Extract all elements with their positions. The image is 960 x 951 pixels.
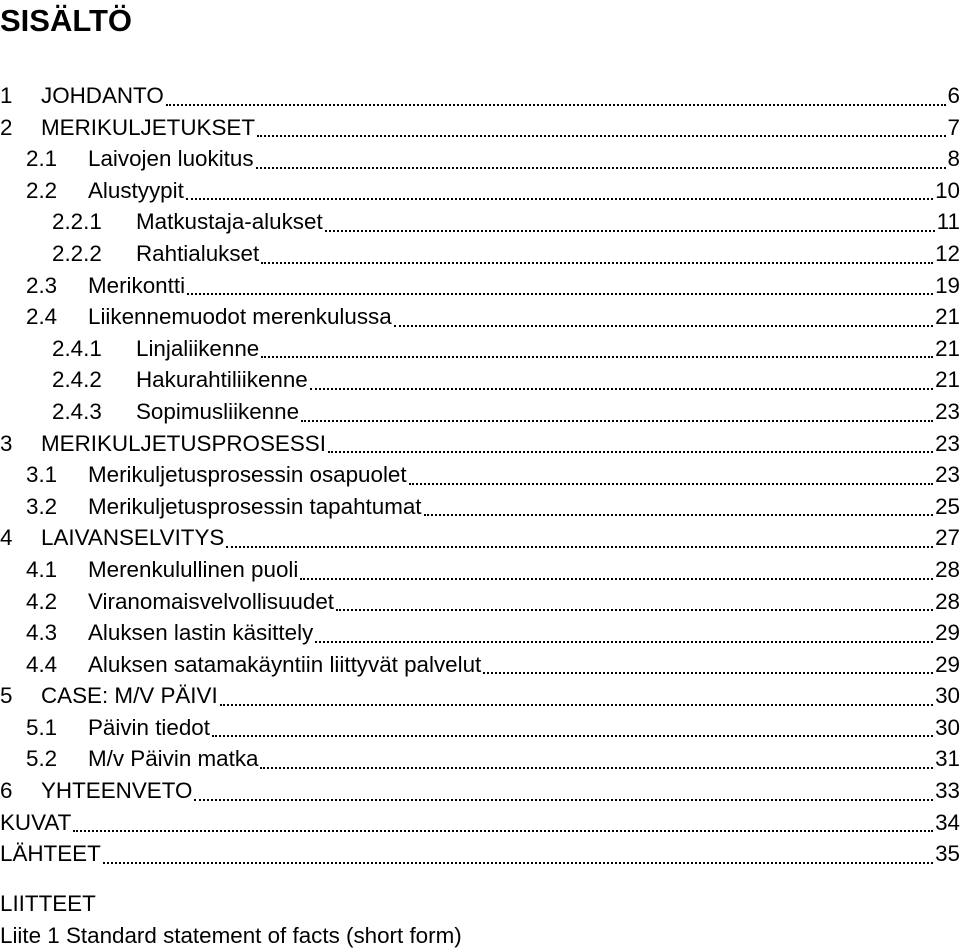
- toc-entry-number: 5: [0, 683, 13, 709]
- toc-entry-number: 5.1: [26, 714, 58, 740]
- toc-entry-title: Merikontti: [88, 272, 186, 298]
- toc-entry-number: 2.2: [26, 177, 58, 203]
- toc-entry-number: 3: [0, 430, 13, 456]
- toc-entry-number: 4.3: [26, 620, 58, 646]
- toc-dot-leader: [73, 807, 933, 839]
- toc-entry-page-number: 10: [935, 177, 960, 203]
- toc-dot-leader: [409, 459, 933, 491]
- toc-entry-page-number: 23: [935, 398, 960, 424]
- toc-entry-page-number: 12: [935, 240, 960, 266]
- toc-entry-page-number: 21: [935, 367, 960, 393]
- toc-entry-title: M/v Päivin matka: [88, 746, 259, 772]
- toc-entry[interactable]: [0, 143, 960, 175]
- toc-dot-leader: [186, 175, 933, 207]
- toc-entry[interactable]: [0, 743, 960, 775]
- toc-entry-number: 2.3: [26, 272, 58, 298]
- toc-entry-title: Aluksen satamakäyntiin liittyvät palvelut: [88, 651, 482, 677]
- toc-entry[interactable]: [0, 301, 960, 333]
- toc-entry-title: Matkustaja-alukset: [136, 209, 323, 235]
- toc-dot-leader: [261, 238, 933, 270]
- toc-entry[interactable]: [0, 554, 960, 586]
- toc-dot-leader: [310, 364, 933, 396]
- toc-entry[interactable]: [0, 270, 960, 302]
- toc-entry-title: MERIKULJETUKSET: [41, 114, 255, 140]
- toc-dot-leader: [226, 522, 933, 554]
- toc-entry-title: LAIVANSELVITYS: [41, 525, 225, 551]
- toc-entry-page-number: 30: [935, 683, 960, 709]
- toc-entry-number: 6: [0, 778, 13, 804]
- toc-entry[interactable]: [0, 175, 960, 207]
- toc-entry-title: Laivojen luokitus: [88, 146, 254, 172]
- toc-entry-title: Merikuljetusprosessin tapahtumat: [88, 493, 422, 519]
- toc-entry-title: KUVAT: [0, 809, 72, 835]
- toc-dot-leader: [260, 743, 933, 775]
- toc-entry-title: Viranomaisvelvollisuudet: [88, 588, 335, 614]
- toc-entry-page-number: 28: [935, 556, 960, 582]
- toc-entry[interactable]: [0, 522, 960, 554]
- toc-entry-title: JOHDANTO: [41, 83, 164, 108]
- toc-entry-page-number: 31: [935, 746, 960, 772]
- toc-entry-page-number: 11: [936, 209, 960, 235]
- toc-dot-leader: [336, 586, 933, 618]
- toc-dot-leader: [300, 554, 933, 586]
- toc-entry-number: 3.2: [26, 493, 58, 519]
- toc-entry-title: Rahtialukset: [136, 240, 260, 266]
- toc-entry-title: Alustyypit: [88, 177, 184, 203]
- toc-entry-page-number: 23: [935, 462, 960, 488]
- toc-entry-number: 5.2: [26, 746, 58, 772]
- toc-entry[interactable]: [0, 680, 960, 712]
- toc-entry-number: 2.4.3: [52, 398, 102, 424]
- toc-entry-page-number: 29: [935, 620, 960, 646]
- toc-dot-leader: [301, 396, 933, 428]
- toc-dot-leader: [328, 428, 933, 460]
- toc-entry-number: 4.2: [26, 588, 58, 614]
- toc-entry[interactable]: [0, 649, 960, 681]
- toc-dot-leader: [325, 206, 935, 238]
- toc-dot-leader: [261, 333, 933, 365]
- toc-entry-number: 2.4.2: [52, 367, 102, 393]
- toc-entry-title: Liikennemuodot merenkulussa: [88, 304, 392, 330]
- toc-entry-number: 4.4: [26, 651, 58, 677]
- toc-entry[interactable]: [0, 364, 960, 396]
- toc-dot-leader: [257, 112, 946, 144]
- toc-dot-leader: [394, 301, 933, 333]
- toc-dot-leader: [220, 680, 933, 712]
- toc-entry-title: Aluksen lastin käsittely: [88, 620, 314, 646]
- appendix-heading: LIITTEET: [0, 891, 96, 916]
- toc-entry[interactable]: [0, 491, 960, 523]
- toc-entry[interactable]: [0, 586, 960, 618]
- toc-entry-page-number: 28: [935, 588, 960, 614]
- toc-entry-page-number: 23: [935, 430, 960, 456]
- toc-entry[interactable]: [0, 617, 960, 649]
- toc-entry-number: 2: [0, 114, 13, 140]
- toc-entry-number: 2.2.2: [52, 240, 102, 266]
- toc-entry-title: Sopimusliikenne: [136, 398, 300, 424]
- toc-entry-title: Merikuljetusprosessin osapuolet: [88, 462, 407, 488]
- toc-entry[interactable]: [0, 807, 960, 839]
- toc-entry-number: 2.2.1: [52, 209, 102, 235]
- toc-dot-leader: [212, 712, 933, 744]
- toc-entry-title: Linjaliikenne: [136, 335, 260, 361]
- toc-entry-number: 4.1: [26, 556, 58, 582]
- toc-entry-page-number: 33: [935, 778, 960, 804]
- toc-entry-page-number: 25: [935, 493, 960, 519]
- toc-entry-title: Hakurahtiliikenne: [136, 367, 308, 393]
- toc-entry-page-number: 19: [935, 272, 960, 298]
- toc-entry-page-number: 21: [935, 335, 960, 361]
- toc-entry-number: 4: [0, 525, 13, 551]
- toc-entry[interactable]: [0, 112, 960, 144]
- toc-entry-page-number: 7: [947, 114, 960, 140]
- toc-dot-leader: [315, 617, 933, 649]
- toc-entry-page-number: 27: [935, 525, 960, 551]
- toc-entry-number: 1: [0, 83, 13, 108]
- toc-entry-number: 2.1: [26, 146, 58, 172]
- toc-entry[interactable]: [0, 333, 960, 365]
- toc-dot-leader: [424, 491, 934, 523]
- page-title: SISÄLTÖ: [0, 3, 133, 38]
- toc-entry-page-number: 35: [935, 841, 960, 867]
- appendix-item: Liite 1 Standard statement of facts (short form): [0, 923, 462, 948]
- toc-entry-page-number: 30: [935, 714, 960, 740]
- table-of-contents: [0, 80, 960, 870]
- toc-dot-leader: [483, 649, 933, 681]
- toc-entry-title: MERIKULJETUSPROSESSI: [41, 430, 326, 456]
- toc-entry[interactable]: [0, 712, 960, 744]
- toc-entry[interactable]: [0, 206, 960, 238]
- toc-entry-page-number: 34: [935, 809, 960, 835]
- toc-dot-leader: [103, 838, 933, 870]
- toc-entry-page-number: 6: [947, 83, 960, 108]
- toc-dot-leader: [194, 775, 933, 807]
- toc-entry-number: 3.1: [26, 462, 58, 488]
- toc-entry[interactable]: [0, 396, 960, 428]
- toc-entry[interactable]: [0, 459, 960, 491]
- toc-entry[interactable]: [0, 838, 960, 870]
- toc-entry-title: YHTEENVETO: [41, 778, 193, 804]
- toc-entry-page-number: 29: [935, 651, 960, 677]
- toc-entry-title: LÄHTEET: [0, 841, 101, 867]
- toc-entry[interactable]: [0, 428, 960, 460]
- toc-dot-leader: [187, 270, 933, 302]
- toc-entry[interactable]: [0, 238, 960, 270]
- toc-dot-leader: [256, 143, 946, 175]
- toc-entry-number: 2.4: [26, 304, 58, 330]
- toc-entry[interactable]: [0, 775, 960, 807]
- toc-dot-leader: [166, 80, 946, 112]
- toc-entry[interactable]: [0, 80, 960, 112]
- toc-entry-title: Päivin tiedot: [88, 714, 210, 740]
- toc-entry-page-number: 8: [947, 146, 960, 172]
- toc-entry-title: Merenkulullinen puoli: [88, 556, 299, 582]
- toc-entry-number: 2.4.1: [52, 335, 102, 361]
- toc-entry-page-number: 21: [935, 304, 960, 330]
- toc-entry-title: CASE: M/V PÄIVI: [41, 683, 218, 709]
